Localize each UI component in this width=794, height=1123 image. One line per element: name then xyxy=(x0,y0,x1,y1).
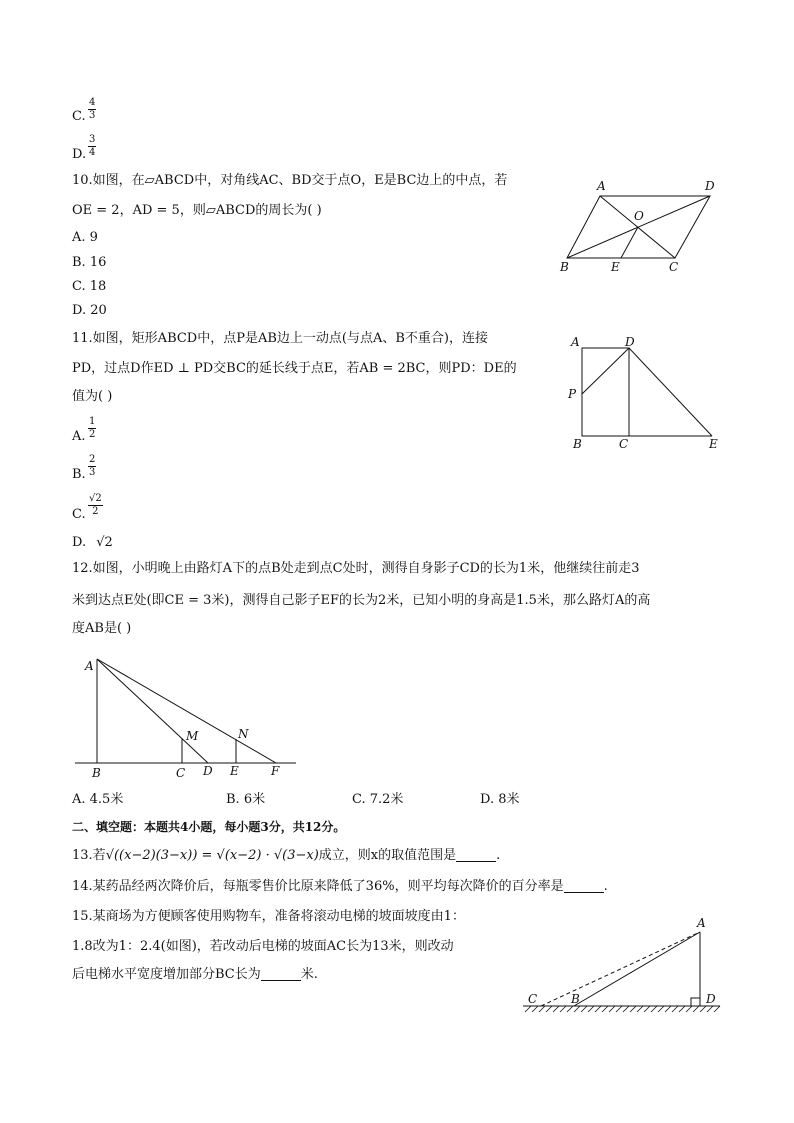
label-a: A xyxy=(85,659,94,673)
q10-text-line1: 10.如图，在▱ABCD中，对角线AC、BD交于点O，E是BC边上的中点，若 xyxy=(72,173,508,188)
option-label: B. xyxy=(72,467,86,482)
q15-text-line1: 15.某商场为方便顾客使用购物车，准备将滚动电梯的坡面坡度由1： xyxy=(72,909,465,924)
q13-suffix: 成立，则x的取值范围是 xyxy=(318,848,457,863)
label-c: C xyxy=(669,260,679,274)
rectangle-abcd xyxy=(582,348,629,436)
label-d: D xyxy=(203,764,213,778)
label-e: E xyxy=(709,437,718,451)
diagonal-bd xyxy=(567,196,710,258)
answer-blank[interactable] xyxy=(564,880,604,893)
q9-option-d xyxy=(72,148,86,161)
q10-option-d: D. 20 xyxy=(72,303,107,318)
q10-option-b: B. 16 xyxy=(72,255,107,270)
q14-text xyxy=(72,880,608,893)
q11-option-b-fraction xyxy=(88,455,96,478)
streetlight-figure xyxy=(70,645,310,785)
q13-end: . xyxy=(496,848,501,863)
option-value: √2 xyxy=(96,535,113,550)
rectangle-figure xyxy=(565,334,730,454)
answer-blank[interactable] xyxy=(456,849,496,862)
q15-line3-prefix: 后电梯水平宽度增加部分BC长为 xyxy=(72,967,261,982)
q14-end: . xyxy=(603,879,608,894)
q11-option-c-fraction xyxy=(88,494,103,517)
q12-text-line3: 度AB是( ) xyxy=(72,621,132,636)
q11-text-line3: 值为( ) xyxy=(72,389,113,404)
q12-text-line2: 米到达点E处(即CE = 3米)，测得自己影子EF的长为2米，已知小明的身高是1.5米，那么路灯A的高 xyxy=(72,593,651,608)
light-ray-ad xyxy=(97,659,208,763)
q15-text-line2: 1.8改为1：2.4(如图)，若改动后电梯的坡面AC长为13米，则改动 xyxy=(72,939,454,954)
fraction-denominator: 2 xyxy=(92,506,99,517)
old-slope-ab xyxy=(574,932,700,1006)
option-label: C. xyxy=(72,109,86,124)
q12-option-a: A. 4.5米 xyxy=(72,792,124,807)
option-label: C. xyxy=(72,507,86,522)
label-f: F xyxy=(271,764,280,778)
q11-option-d xyxy=(72,536,113,549)
q10-option-a: A. 9 xyxy=(72,230,98,245)
option-label: D. xyxy=(72,535,87,550)
label-b: B xyxy=(573,437,582,451)
option-label: A. xyxy=(72,429,86,444)
option-label: D. xyxy=(72,147,87,162)
q12-option-b: B. 6米 xyxy=(226,792,266,807)
q14-body: 14.某药品经两次降价后，每瓶零售价比原来降低了36%，则平均每次降价的百分率是 xyxy=(72,879,564,894)
label-b: B xyxy=(560,260,569,274)
q11-option-a xyxy=(72,430,86,443)
label-b: B xyxy=(571,992,580,1006)
label-c: C xyxy=(176,766,186,780)
fraction-numerator: 4 xyxy=(89,97,96,108)
escalator-figure xyxy=(515,912,725,1017)
label-n: N xyxy=(238,727,249,741)
fraction-denominator: 4 xyxy=(89,147,96,158)
q15-line3-suffix: 米. xyxy=(300,967,318,982)
answer-blank[interactable] xyxy=(261,968,301,981)
fraction-numerator: √2 xyxy=(89,493,102,504)
fraction-numerator: 3 xyxy=(89,134,96,145)
label-d: D xyxy=(625,335,635,349)
segment-de xyxy=(629,348,712,436)
label-p: P xyxy=(568,387,577,401)
q12-option-c: C. 7.2米 xyxy=(352,792,404,807)
label-b: B xyxy=(92,766,101,780)
fraction-denominator: 2 xyxy=(89,429,96,440)
segment-pd xyxy=(582,348,629,394)
label-m: M xyxy=(186,729,199,743)
q11-option-c xyxy=(72,508,86,521)
label-e: E xyxy=(230,764,239,778)
q9-option-d-fraction xyxy=(88,135,96,158)
q12-option-d: D. 8米 xyxy=(480,792,520,807)
q11-text-line2: PD，过点D作ED ⊥ PD交BC的延长线于点E，若AB = 2BC，则PD：DE的 xyxy=(72,361,517,376)
q12-text-line1: 12.如图，小明晚上由路灯A下的点B处走到点C处时，测得自身影子CD的长为1米，他继续往前走3 xyxy=(72,561,640,576)
section-title: 二、填空题：本题共4小题，每小题3分，共12分。 xyxy=(72,820,346,834)
ground-hatch xyxy=(525,1006,720,1012)
fraction-numerator: 2 xyxy=(89,454,96,465)
q10-text-line2: OE = 2，AD = 5，则▱ABCD的周长为( ) xyxy=(72,203,322,218)
q9-option-c-fraction xyxy=(88,98,96,121)
parallelogram-figure xyxy=(555,178,735,278)
label-c: C xyxy=(528,992,538,1006)
segment-oe xyxy=(621,227,638,258)
right-angle-mark xyxy=(691,998,700,1006)
q11-option-a-fraction xyxy=(88,417,96,440)
label-e: E xyxy=(611,260,620,274)
label-d: D xyxy=(706,992,716,1006)
label-a: A xyxy=(597,179,606,193)
fraction-numerator: 1 xyxy=(89,416,96,427)
q10-option-c: C. 18 xyxy=(72,279,107,294)
q15-text-line3 xyxy=(72,968,318,981)
label-d: D xyxy=(705,179,715,193)
label-a: A xyxy=(571,335,580,349)
q13-equation: √((x−2)(3−x)) = √(x−2) · √(3−x) xyxy=(105,848,319,863)
q13-prefix: 13.若 xyxy=(72,848,106,863)
label-c: C xyxy=(619,437,629,451)
label-o: O xyxy=(634,209,644,223)
q11-option-b xyxy=(72,468,86,481)
q11-text-line1: 11.如图，矩形ABCD中，点P是AB边上一动点(与点A、B不重合)，连接 xyxy=(72,331,489,346)
q13-text xyxy=(72,849,500,862)
q9-option-c xyxy=(72,110,86,123)
fraction-denominator: 3 xyxy=(89,467,96,478)
label-a: A xyxy=(697,916,706,930)
fraction-denominator: 3 xyxy=(89,110,96,121)
new-slope-ac xyxy=(541,932,700,1006)
light-ray-af xyxy=(97,659,276,763)
